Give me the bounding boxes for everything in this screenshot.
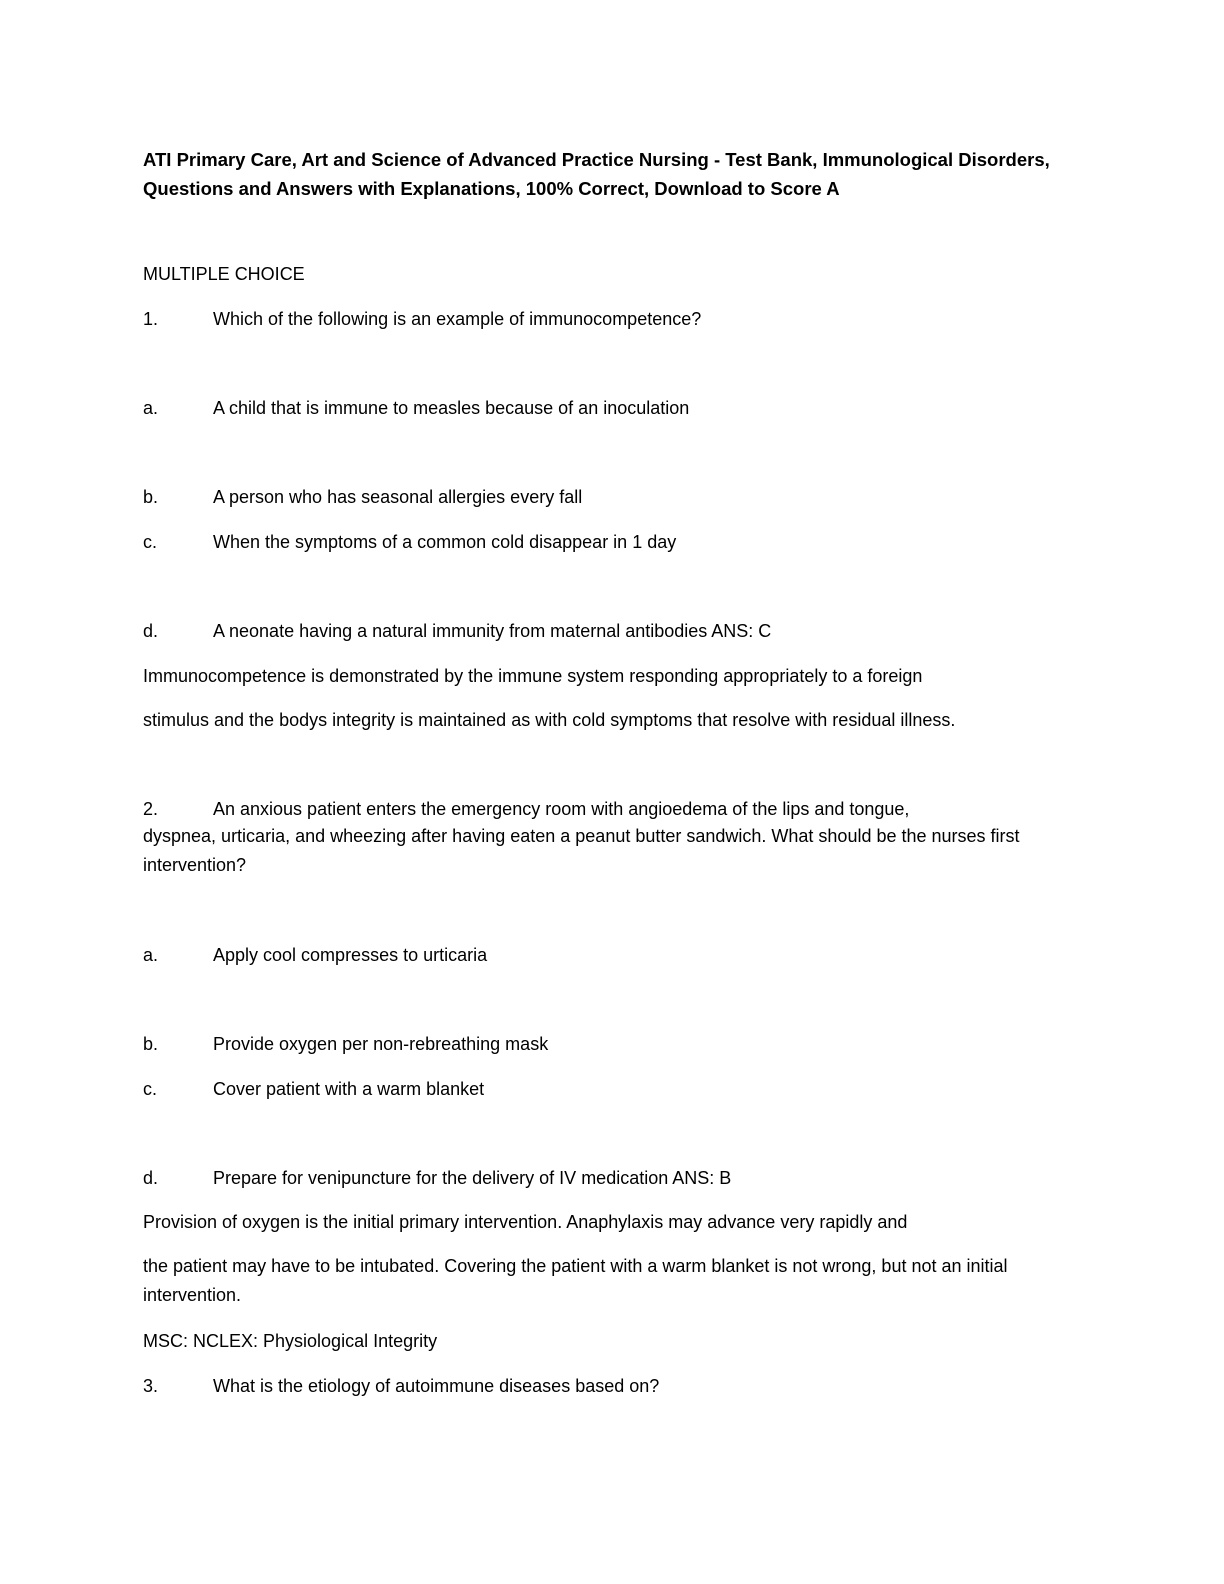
q1-option-d-text: A neonate having a natural immunity from maternal antibodies ANS: C [213, 621, 772, 641]
q1-option-a-text: A child that is immune to measles because of an inoculation [213, 398, 690, 418]
q2-option-c-text: Cover patient with a warm blanket [213, 1079, 485, 1099]
q2-rationale-line-1: Provision of oxygen is the initial primary intervention. Anaphylaxis may advance very rapidly and [143, 1212, 908, 1232]
q2-option-a-text: Apply cool compresses to urticaria [213, 945, 488, 965]
question-3-text: What is the etiology of autoimmune diseases based on? [213, 1376, 660, 1396]
q1-rationale-line-1: Immunocompetence is demonstrated by the immune system responding appropriately to a foreign [143, 666, 923, 686]
q2-option-d-text: Prepare for venipuncture for the delivery of IV medication ANS: B [213, 1168, 732, 1188]
q2-option-a-letter: a. [143, 945, 159, 965]
q2-msc: MSC: NCLEX: Physiological Integrity [143, 1331, 438, 1351]
question-2-number: 2. [143, 799, 159, 819]
question-2-text-line-1: An anxious patient enters the emergency room with angioedema of the lips and tongue, [213, 799, 910, 819]
q2-option-b-text: Provide oxygen per non-rebreathing mask [213, 1034, 549, 1054]
q1-option-d-letter: d. [143, 621, 159, 641]
q1-option-a-letter: a. [143, 398, 159, 418]
question-3-number: 3. [143, 1376, 159, 1396]
q1-rationale-line-2: stimulus and the bodys integrity is maintained as with cold symptoms that resolve with residual illness. [143, 710, 956, 730]
q1-option-b-letter: b. [143, 487, 159, 507]
question-1-number: 1. [143, 309, 159, 329]
q2-rationale-rest: the patient may have to be intubated. Covering the patient with a warm blanket is not wrong, but not an initial intervention. [143, 1256, 1008, 1305]
q1-option-c-text: When the symptoms of a common cold disappear in 1 day [213, 532, 677, 552]
q1-option-b-text: A person who has seasonal allergies every fall [213, 487, 583, 507]
q2-option-b-letter: b. [143, 1034, 159, 1054]
question-1-text: Which of the following is an example of immunocompetence? [213, 309, 702, 329]
document-title: ATI Primary Care, Art and Science of Advanced Practice Nursing - Test Bank, Immunological Disorders, Questions and Answers with Explanations, 100% Correct, Download to Score A [143, 149, 1050, 199]
question-2-text-rest: dyspnea, urticaria, and wheezing after having eaten a peanut butter sandwich. What should be the nurses first intervention? [143, 826, 1020, 875]
q1-option-c-letter: c. [143, 532, 158, 552]
q2-option-c-letter: c. [143, 1079, 158, 1099]
q2-option-d-letter: d. [143, 1168, 159, 1188]
section-heading: MULTIPLE CHOICE [143, 264, 305, 284]
